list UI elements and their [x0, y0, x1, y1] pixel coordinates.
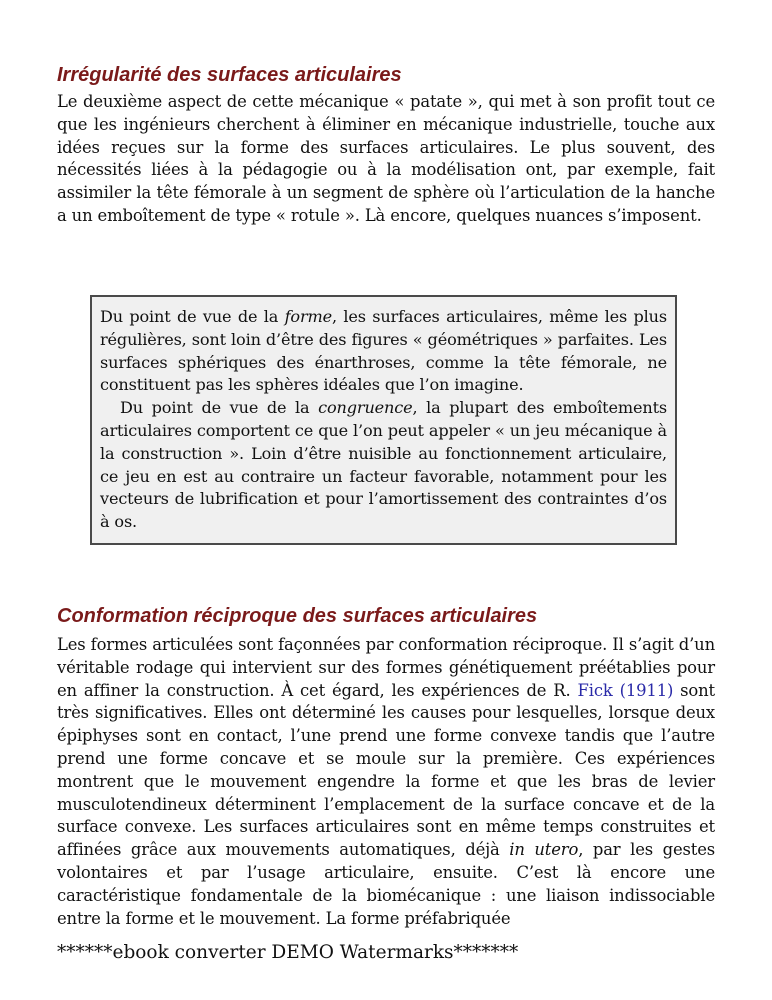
- paragraph-text: , par les gestes volontaires et par l’usage articulaire, ensuite. C’est là encore une caractéristique fondamentale de la biomécanique : une liaison indissociable entre la forme et le mouvement. La forme préfabriquée: [57, 840, 715, 928]
- box-text: Du point de vue de la: [100, 307, 285, 326]
- box-emphasis: congruence: [318, 398, 413, 418]
- paragraph-text: sont très significatives. Elles ont déterminé les causes pour lesquelles, lorsque deux épiphyses sont en contact, l’une prend une forme convexe tandis que l’autre prend une forme concave et se moule sur la première. Ces expériences montrent que le mouvement engendre la forme et que les bras de levier musculotendineux déterminent l’emplacement de la surface concave et de la surface convexe. Les surfaces articulaires sont en même temps construites et affinées grâce aux mouvements automatiques, déjà: [57, 680, 715, 860]
- paragraph-text: Les formes articulées sont façonnées par conformation réciproque. Il s’agit d’un véritable rodage qui intervient sur des formes génétiquement préétablies pour en affiner la construction. À cet égard, les expériences de R.: [57, 635, 715, 700]
- reference-link-fick[interactable]: Fick (1911): [577, 680, 674, 700]
- box-text: , les surfaces articulaires, même les plus régulières, sont loin d’être des figures « géométriques » parfaites. Les surfaces sphériques des énarthroses, comme la tête fémorale, ne constituent pas les sphères idéales que l’on imagine.: [100, 307, 667, 395]
- box-paragraph-congruence: [100, 397, 667, 534]
- paragraph-emphasis: in utero: [509, 840, 579, 860]
- section-paragraph-irregularite: Le deuxième aspect de cette mécanique « patate », qui met à son profit tout ce que les ingénieurs cherchent à éliminer en mécanique industrielle, touche aux idées reçues sur la forme des surfaces articulaires. Le plus souvent, des nécessités liées à la pédagogie ou à la modélisation ont, par exemple, fait assimiler la tête fémorale à un segment de sphère où l’articulation de la hanche a un emboîtement de type « rotule ». Là encore, quelques nuances s’imposent.: [57, 92, 715, 225]
- section-heading-irregularite: Irrégularité des surfaces articulaires: [57, 64, 402, 86]
- box-paragraph-forme: [100, 306, 667, 397]
- box-text: Du point de vue de la: [120, 398, 319, 418]
- section-heading-conformation: Conformation réciproque des surfaces articulaires: [57, 605, 538, 627]
- box-emphasis: forme: [284, 307, 332, 326]
- watermark-text: ******ebook converter DEMO Watermarks*******: [57, 942, 519, 963]
- box-text: , la plupart des emboîtements articulaires comportent ce que l’on peut appeler « un jeu mécanique à la construction ». Loin d’être nuisible au fonctionnement articulaire, ce jeu en est au contraire un facteur favorable, notamment pour les vecteurs de lubrification et pour l’amortissement des contraintes d’os à os.: [100, 398, 667, 532]
- highlight-box: [90, 295, 677, 545]
- section-paragraph-conformation: [57, 634, 715, 930]
- section-irregularite: [57, 63, 715, 228]
- section-conformation: [57, 604, 715, 930]
